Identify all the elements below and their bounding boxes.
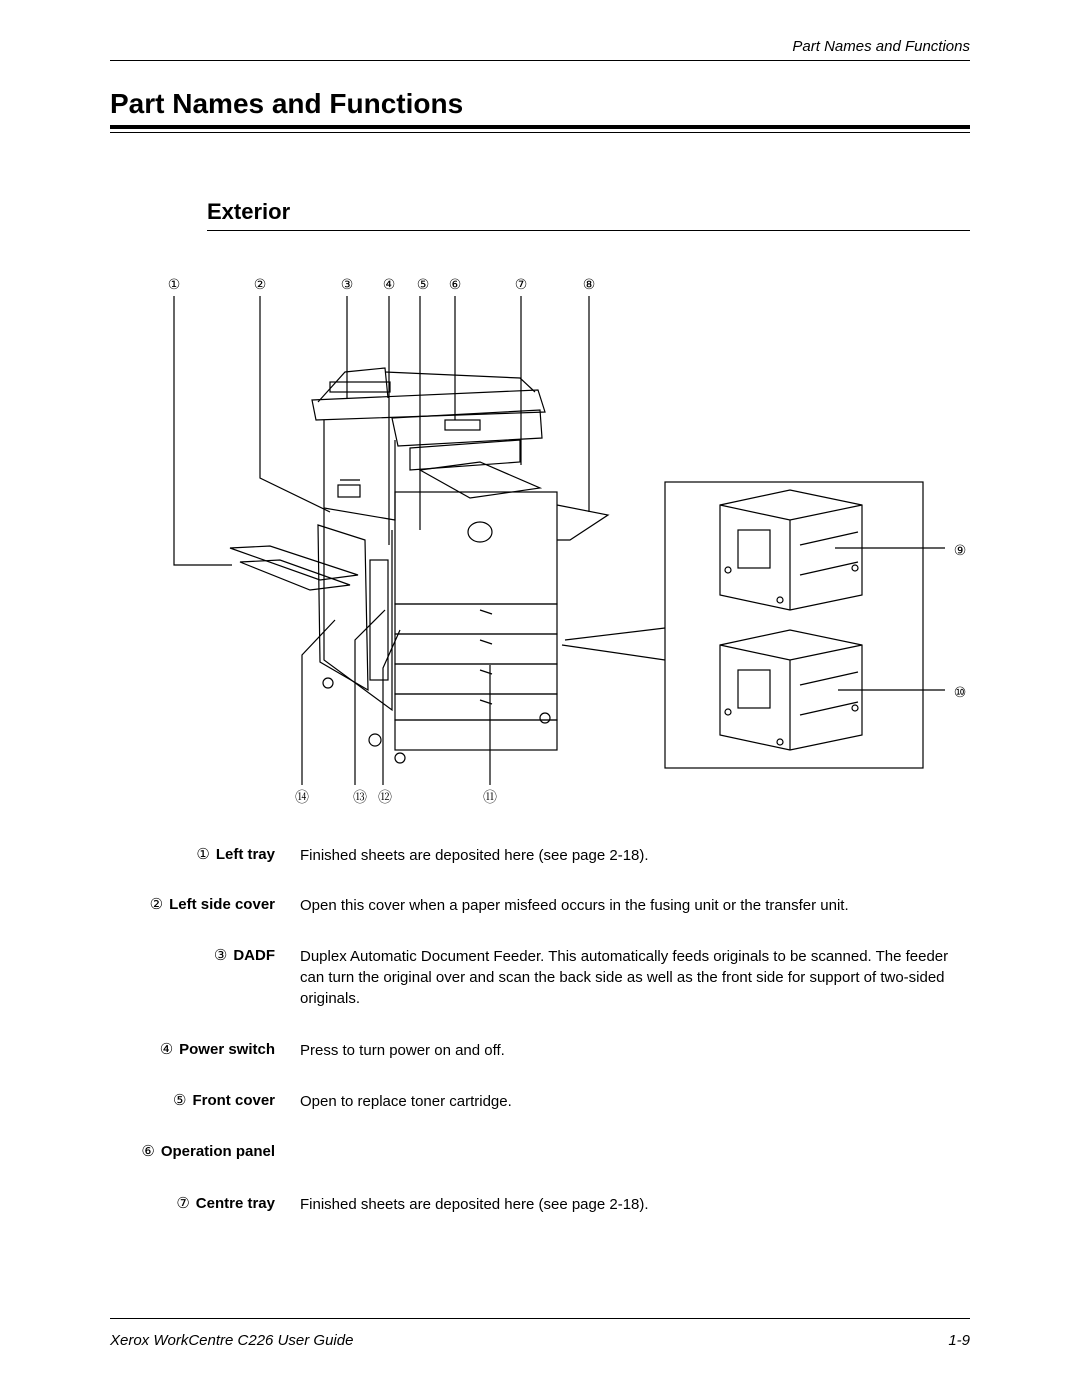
callout-4: ④ bbox=[382, 277, 396, 293]
leader-13 bbox=[355, 610, 385, 785]
term-left-side-cover: ② Left side cover bbox=[149, 896, 275, 913]
callout-8: ⑧ bbox=[582, 277, 596, 293]
term-front-cover: ⑤ Front cover bbox=[173, 1092, 275, 1109]
desc-left-side-cover: Open this cover when a paper misfeed occurs in the fusing unit or the transfer unit. bbox=[300, 897, 849, 914]
callout-13: ⑬ bbox=[353, 790, 367, 806]
callout-3: ③ bbox=[340, 277, 354, 293]
term-dadf: ③ DADF bbox=[213, 947, 275, 964]
callout-7: ⑦ bbox=[514, 277, 528, 293]
desc-dadf: Duplex Automatic Document Feeder. This automatically feeds originals to be scanned. The feeder can turn the original over and scan the back side as well as the front side for support of two-sided originals. bbox=[300, 948, 949, 1007]
paper-feed-inset bbox=[562, 482, 945, 768]
header-rule bbox=[110, 60, 970, 61]
term-centre-tray: ⑦ Centre tray bbox=[176, 1195, 275, 1212]
callout-12: ⑫ bbox=[378, 790, 392, 806]
title-rule-thin bbox=[110, 132, 970, 133]
callout-10: ⑩ bbox=[953, 685, 967, 701]
term-operation-panel: ⑥ Operation panel bbox=[141, 1143, 275, 1160]
callout-1: ① bbox=[167, 277, 181, 293]
callout-9: ⑨ bbox=[953, 543, 967, 559]
desc-centre-tray: Finished sheets are deposited here (see page 2-18). bbox=[300, 1196, 649, 1213]
footer-rule bbox=[110, 1318, 970, 1319]
desc-left-tray: Finished sheets are deposited here (see page 2-18). bbox=[300, 847, 649, 864]
callout-11: ⑪ bbox=[483, 790, 497, 806]
callout-6: ⑥ bbox=[448, 277, 462, 293]
section-rule bbox=[207, 230, 970, 231]
leader-14 bbox=[302, 620, 335, 785]
desc-power-switch: Press to turn power on and off. bbox=[300, 1042, 505, 1059]
leader-1 bbox=[174, 296, 232, 565]
term-left-tray: ① Left tray bbox=[196, 846, 275, 863]
leader-12 bbox=[383, 630, 400, 785]
footer-page-number: 1-9 bbox=[948, 1332, 970, 1349]
callout-14: ⑭ bbox=[295, 790, 309, 806]
callout-2: ② bbox=[253, 277, 267, 293]
title-rule bbox=[110, 125, 970, 129]
section-title: Exterior bbox=[207, 199, 291, 224]
callout-5: ⑤ bbox=[416, 277, 430, 293]
copier-body bbox=[230, 368, 608, 763]
desc-front-cover: Open to replace toner cartridge. bbox=[300, 1093, 512, 1110]
term-power-switch: ④ Power switch bbox=[159, 1041, 275, 1058]
leader-2 bbox=[260, 296, 330, 512]
page-title: Part Names and Functions bbox=[110, 88, 464, 119]
running-header: Part Names and Functions bbox=[792, 38, 970, 55]
footer-guide-title: Xerox WorkCentre C226 User Guide bbox=[110, 1332, 354, 1349]
